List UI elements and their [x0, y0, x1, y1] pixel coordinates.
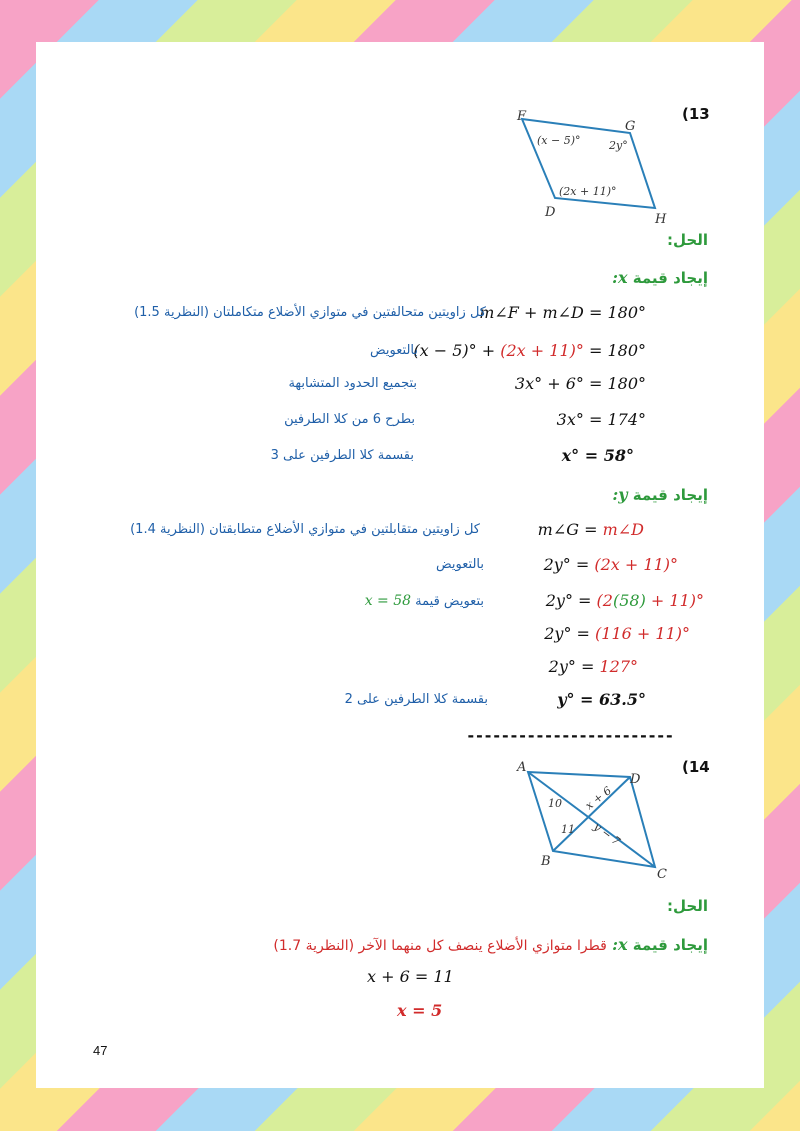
equation-row: m∠G = m∠D [537, 520, 644, 539]
reason-math: x = 58 [364, 593, 412, 609]
angle-G-label: 2y° [609, 139, 628, 152]
vertex-F-label: F [517, 109, 527, 124]
reason-text-ar: بتعويض قيمة [415, 594, 484, 609]
theorem-text: قطرا متوازي الأضلاع ينصف كل منهما الآخر (النظرية 1.7) [273, 938, 607, 954]
equation-row: 3x° = 174° [556, 410, 646, 429]
angle-D-label: (2x + 11)° [559, 185, 617, 198]
reason-text: بطرح 6 من كلا الطرفين [284, 412, 415, 427]
equation-row: 2y° = (2x + 11)° [543, 555, 678, 574]
equation-row: (x − 5)° + (2x + 11)° = 180° [413, 341, 646, 360]
vertex-H-label: H [655, 212, 667, 227]
reason-text: بالتعويض [436, 557, 484, 572]
reason-text: بقسمة كلا الطرفين على 3 [270, 448, 414, 463]
find-x-heading-text: إيجاد قيمة [632, 936, 708, 954]
equation-row: 2y° = (2(58) + 11)° [545, 591, 704, 610]
find-x-heading-var: x: [612, 935, 628, 954]
find-y-heading-text: إيجاد قيمة [632, 486, 708, 504]
section-divider: ------------------------ [466, 726, 674, 745]
equation-row: y° = 63.5° [557, 690, 646, 709]
segment-y7-label: y − 7 [591, 820, 623, 849]
equation-row: 2y° = (116 + 11)° [544, 624, 690, 643]
equation-row: x + 6 = 11 [367, 967, 454, 986]
answer-x: x = 5 [397, 1001, 443, 1020]
reason-text: كل زاويتين متحالفتين في متوازي الأضلاع متكاملتان (النظرية 1.5) [134, 305, 486, 320]
parallelogram-figure-14 [505, 755, 680, 885]
vertex-D-label: D [630, 772, 641, 787]
vertex-G-label: G [625, 119, 636, 134]
solution-label-13: الحل: [667, 231, 708, 249]
problem-14-number: (14 [682, 758, 710, 776]
vertex-A-label: A [517, 760, 527, 775]
find-x-heading-var: x: [612, 268, 628, 287]
find-x-heading-13 [612, 268, 708, 287]
vertex-B-label: B [541, 854, 551, 869]
problem-13-number: (13 [682, 105, 710, 123]
segment-x6-label: x + 6 [582, 784, 615, 813]
parallelogram-figure-13 [505, 103, 680, 228]
find-x-heading-text: إيجاد قيمة [632, 269, 708, 287]
reason-text: بتجميع الحدود المتشابهة [288, 376, 417, 391]
find-y-heading-13 [612, 485, 708, 504]
find-y-heading-var: y: [612, 485, 628, 504]
equation-row: m∠F + m∠D = 180° [479, 303, 646, 322]
reason-text: كل زاويتين متقابلتين في متوازي الأضلاع متطابقتان (النظرية 1.4) [130, 522, 480, 537]
reason-text: بقسمة كلا الطرفين على 2 [344, 692, 488, 707]
vertex-D-label: D [545, 205, 556, 220]
angle-F-label: (x − 5)° [537, 134, 581, 147]
reason-text [365, 593, 484, 609]
equation-row: 3x° + 6° = 180° [514, 374, 646, 393]
reason-text: بالتعويض [370, 343, 418, 358]
equation-row: x° = 58° [561, 446, 634, 465]
solution-label-14: الحل: [667, 897, 708, 915]
vertex-C-label: C [657, 867, 667, 882]
segment-10-label: 10 [548, 797, 562, 810]
find-x-heading-14 [273, 935, 708, 954]
page-number: 47 [93, 1043, 108, 1058]
equation-row: 2y° = 127° [548, 657, 638, 676]
segment-11-label: 11 [561, 823, 575, 836]
